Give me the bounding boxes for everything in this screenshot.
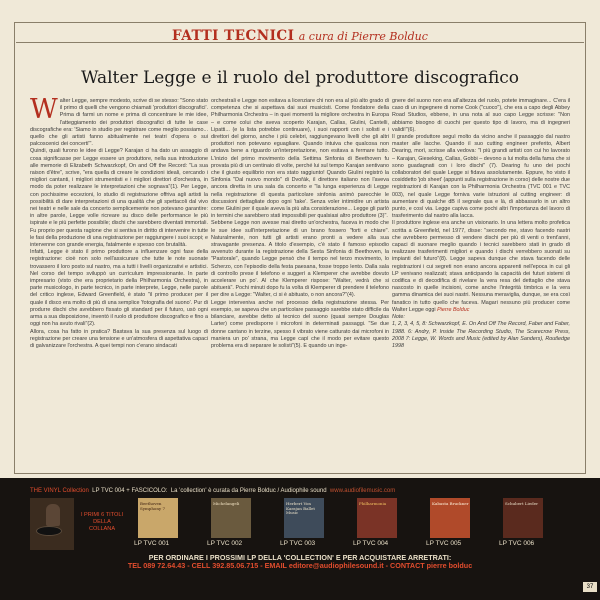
cover-caption-5: LP TVC 005 <box>426 540 462 547</box>
paragraph: orchestrali e Legge non esitava a licenziare chi non era al più alto grado di competenza che si aspettava dai suoi musicisti. Come fondatore della Philharmonia Orchestra – in quei momenti la migliore orchestra in Europa – e come colui che aveva scoperto Karajan, Callas, Giulini, Cantelli, Lipatti... (e la lista potrebbe continuare), i suoi rapporti con i solisti e i direttori del giorno, anche i più celebri, raggiungevano livelli che gli altri produttori non potevano eguagliare. Quando intuiva che qualcosa non andava bene a riguardo un'interpretazione, non esitava a fermare tutto. L'inizio del primo movimento della Settima Sinfonia di Beethoven fu provata più di un centinaio di volte, perché lui sul tempo Karajan sentivano che il giusto equilibrio non era stato raggiunto! Quando Giulini registrò la Sinfonia "Dal nuovo mondo" di Dvořák, il direttore italiano non l'aveva ancora diretta in una sala da concerto e "la lunga esperienza di Legge nella registrazione di questa particolare sinfonia animò parecchie le discussioni dettagliate dopo ogni 'take'. Senza voler intimidire un artista come Giulini per il quale aveva la più alta considerazione... Legge gli parlò in termini che sarebbero stati impossibili per qualsiasi altro produttore (3)". <box>211 98 389 220</box>
curator-text: La 'collection' è curata da Pierre Bolduc / Audiophile sound <box>170 488 327 494</box>
first-titles-label: I PRIMI 6 TITOLI DELLA COLLANA <box>80 512 124 532</box>
cover-title: Herbert Von Karajan Ballet Music <box>286 501 315 516</box>
paragraph: Quindi, quali furono le idee di Legge? Karajan ci ha dato un assaggio di cosa significasse per Legge essere un produttore, nella sua introduzione alle memorie di Elizabeth Schwarzkopf, On and Off the Record: "La sua raison d'être", scrive, "era quella di creare le condizioni ideali, cercando i migliori cantanti, i migliori strumentisti e i migliori direttori d'orchestra, in modo da poter realizzare le interpretazioni che sognava"(1). Per Legge, con pochissime eccezioni, lo studio di registrazione offriva agli artisti la possibilità di dare interpretazioni di una qualità che gli spettacoli dal vivo nei teatri e nelle sale da concerto semplicemente non potevano garantire: in altre parole, Legge volle ricreare su disco delle performance le più ispirate e le più perfette possibile; dischi che sarebbero diventati immortali. Fu proprio per questa ragione che si sentiva in diritto di intervenire in tutte le fasi della produzione di una registrazione per raggiungere i suoi scopi; e intervenne con grande energia, fatalmente e spesso con brutalità. <box>30 148 208 249</box>
person-figure <box>46 504 60 526</box>
album-cover-2[interactable] <box>211 498 251 538</box>
album-cover-6[interactable] <box>503 498 543 538</box>
drop-cap: W <box>30 98 58 125</box>
record-disc <box>36 526 62 536</box>
paragraph <box>30 98 208 148</box>
cover-title: Schubert Lieder <box>505 501 538 506</box>
section-title: FATTI TECNICI <box>172 28 295 44</box>
page-number: 37 <box>583 582 597 592</box>
cover-title: Michelangeli <box>213 501 240 506</box>
cover-title: Kabasta Bruckner <box>432 501 469 506</box>
website-link[interactable]: www.audiofilemusic.com <box>329 488 396 494</box>
cover-caption-4: LP TVC 004 <box>353 540 389 547</box>
text-column-3 <box>392 98 570 472</box>
album-cover-5[interactable] <box>430 498 470 538</box>
notes <box>392 314 570 350</box>
paragraph: gnere del suono non era all'altezza del ruolo, potete immaginare... C'era il caso di un ingegnere di nome Cook ("cuoco"), che era a capo degli Abbey Road Studios, ebbene, in una nota al suo capo Legge scrisse: "Non abbiamo bisogno di cuochi per questo tipo di lavoro, ma di ingegneri validi!"(6). <box>392 98 570 133</box>
paragraph: Allora, cosa ha fatto in pratica? Bastava la sua presenza sul luogo di registrazione per creare una tensione e un'atmosfera di aspettativa capaci di galvanizzare l'orchestra. A quei tempi non c'erano sindacati <box>30 328 208 349</box>
order-line-2: TEL 089 72.64.43 - CELL 392.85.06.715 - EMAIL editore@audiophilesound.it - CONTACT pierre bolduc <box>127 561 473 571</box>
author-signature: Pierre Bolduc <box>437 306 470 313</box>
section-subtitle: a cura di Pierre Bolduc <box>298 30 428 43</box>
paragraph-text: alter Legge, sempre modesto, scrive di se stesso: "Sono stato il primo di quelli che vengono chiamati 'produttori discografici'. Prima di farmi un nome e prima di concentrare le mie idee, l'atteggiamento dei produttori discografici di tutte le case discografiche era: 'Siamo in studio per registrare come meglio possiamo... quello che gli artisti fanno abitualmente nei teatri d'opera o sui palcoscenici dei concerti'". <box>30 98 208 148</box>
notes-text: 1, 2, 3, 4, 5, 8: Schwarzkopf, E. On And Off The Record, Faber and Faber, 1988. 6: Andry, P. Inside The Recording Studio, The Scarecrow Press, 2008 7: Legge, W. Words and Music (edited by Alan Sanders), Routledge 1998 <box>392 321 570 349</box>
section-header <box>172 28 428 44</box>
cover-title: Philharmonia <box>359 501 387 506</box>
article-title: Walter Legge e il ruolo del produttore discografico <box>80 68 520 88</box>
album-cover-1[interactable] <box>138 498 178 538</box>
cover-caption-3: LP TVC 003 <box>280 540 316 547</box>
album-cover-4[interactable] <box>357 498 397 538</box>
paragraph: Sebbene Legge non avesse mai diretto un'orchestra, faceva in modo che le sue idee sull'interpretazione di un brano fossero "forti e chiare". Naturalmente, non tutti gli artisti erano pronti a vedere alla sua stravagante presenza. A titolo d'esempio, c'è stato il famoso episodio avvenuto durante la registrazione della Sesta Sinfonia di Beethoven, la "Pastorale", quando Legge pensò che il tempo nel terzo movimento, lo Scherzo, con l'episodio della festa paesana, fosse troppo lento. Dalla sala di controllo prese il telefono e suggerì a Klemperer che avrebbe dovuto accelerare un po'. Al che Klemperer rispose: "Walter, vedrà che si abituerà". Pochi minuti dopo fu la volta di Klemperer di prendere il telefono per dire a Legge: "Walter, ci si è abituato, o non ancora?"(4). <box>211 220 389 299</box>
paragraph: Legge interveniva anche nel processo della registrazione stessa. Per esempio, se sapeva che un particolare passaggio sarebbe stato difficile da bilanciare, avrebbe detto al tecnico del suono (quasi sempre Douglas Larter) come predisporre i microfoni in determinati passaggi. "Se due donne cantano in terzine, spesso il vibrato viene catturato dai microfoni in maniera un po' strana, ma Legge capì che il modo per evitare questo problema era di separare le solisti"(5). E quando un inge- <box>211 299 389 349</box>
cover-caption-2: LP TVC 002 <box>207 540 243 547</box>
promo-footer <box>0 478 600 600</box>
notes-label: Note: <box>392 314 405 321</box>
cover-title: Beethoven Symphony 7 <box>140 501 165 511</box>
paragraph <box>392 220 570 314</box>
paragraph-text: Il produttore inglese era anche un visionario. In una lettera molto profetica scritta a Greenfield, nel 1977, disse: "secondo me, stavo facendo nastri che avrebbero permesso di vendere dischi per più di venti o trent'anni, capaci di suonare meglio quando i tecnici sarebbero stati in grado di realizzare trasferimenti migliori e quando i dischi verrebbero suonati su impianti del futuro"(8). Legge sapeva dunque che stava facendo delle registrazioni i cui segreti non erano ancora apparenti nell'epoca in cui gli LP venivano realizzati; stava anticipando la capacità dei futuri sistemi di codifica e di decodifica di rivelare la vera resa del dettaglio che stava nascosto in quelle incisioni, come anche l'integrità timbrica e la vera gamma dinamica dei suoi nastri. Nessuna meraviglia, dunque, se era così fanatico in tutto quello che faceva. Magari nessuno più producer come Walter Legge oggi <box>392 220 570 313</box>
paragraph: Infatti, Legge è stato il primo produttore a influenzare ogni fase della registrazione: cioè non solo nell'assicurare che tutte le note suonate trovassero il loro posto sul nastro, ma a tutti i livelli organizzativi e artistici. Nel corso del tempo sviluppò un curriculum impressionante. In parte impresario (visto che era proprietario della Philharmonia Orchestra), in parte musicologo, in parte tecnico, in parte interprete, Legge, nelle parole del critico inglese, Edward Greenfield, è stato "il primo producer per il quale il disco era molto di più di una semplice 'fotografia del suono'. Pur di produrre dischi che avrebbero fissato gli standard per il futuro, usò ogni arma a sua disposizione, inventò il ruolo di produttore discografico e fino a oggi non ha avuto rivali"(2). <box>30 249 208 328</box>
footer-bar <box>30 488 395 494</box>
paragraph: Il grande produttore seguì molto da vicino anche il passaggio dal nastro master alle lacche. Quando il suo cutting engineer preferito, Albert Dearing, morì, scrisse alla vedova: "I più grandi artisti con cui ho lavorato – Karajan, Gieseking, Callas, Gobbi – devono a lui molta della fama che si sono guadagnati con i loro dischi" (7). Dearing fu uno dei pochi collaboratori del quale Legge si fidava assolutamente. Eppure, ho visto il cosiddetto 'job sheet' (appunti sulla registrazione in corso) delle nostre due registrazioni di Karajan con la Philharmonia Orchestra (TVC 001 e TVC 003), nel quale Legge forniva varie istruzioni al cutting engineer: di aumentare di qualche dB il segnale qua e là, di abbassarlo in un altro punto, e così via. Legge capiva come pochi altri l'importanza del lavoro di trasferimento dal nastro alla lacca. <box>392 134 570 220</box>
order-line-1: PER ORDINARE I PROSSIMI LP DELLA 'COLLECTION' E PER ACQUISTARE ARRETRATI: <box>148 553 452 562</box>
turntable-photo <box>30 498 74 550</box>
fascicolo-label: LP TVC 004 + FASCICOLO: <box>92 488 168 494</box>
collection-name: THE VINYL Collection <box>30 488 89 494</box>
order-info <box>0 554 600 571</box>
cover-caption-1: LP TVC 001 <box>134 540 170 547</box>
cover-caption-6: LP TVC 006 <box>499 540 535 547</box>
text-column-1 <box>30 98 208 472</box>
text-column-2 <box>211 98 389 472</box>
album-cover-3[interactable] <box>284 498 324 538</box>
